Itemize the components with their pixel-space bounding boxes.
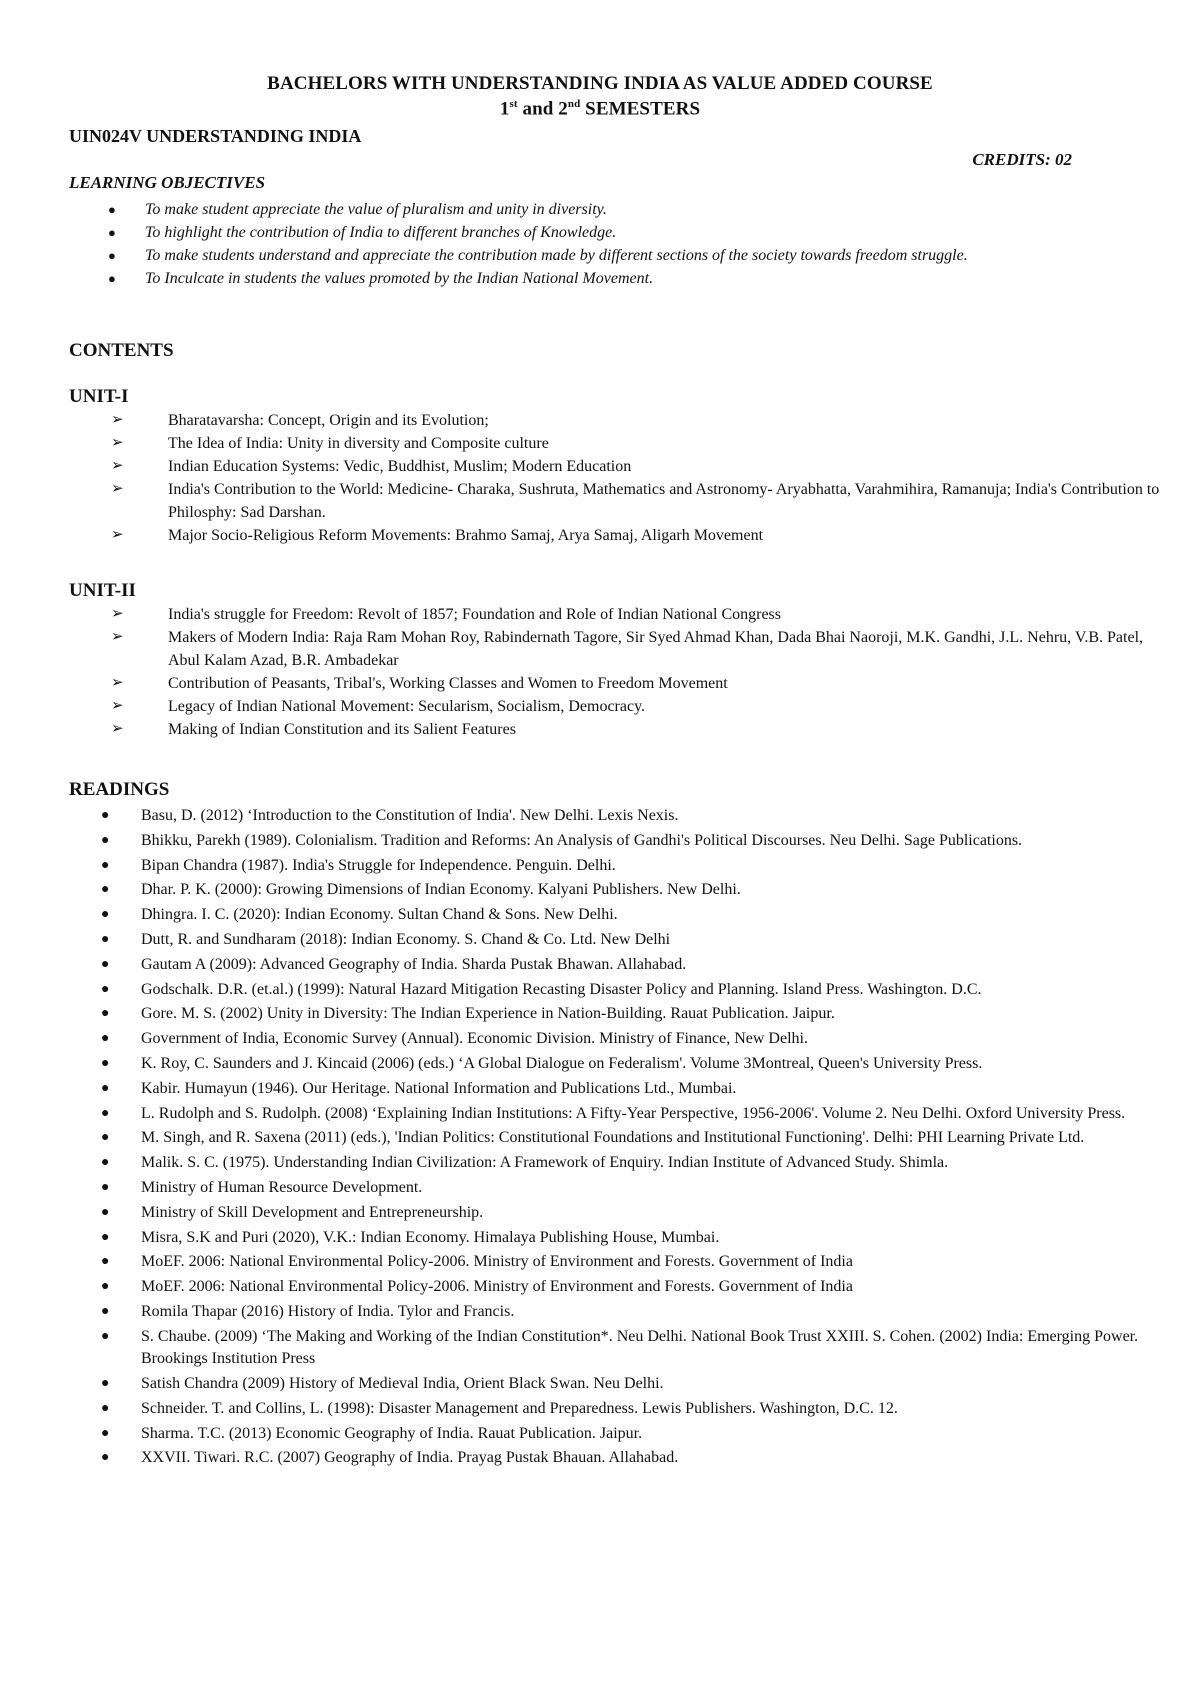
bullet-icon: ● — [101, 857, 110, 873]
list-item: ● Gautam A (2009): Advanced Geography of India. Sharda Pustak Bhawan. Allahabad. — [0, 954, 1170, 977]
list-item: ➢ Makers of Modern India: Raja Ram Mohan Roy, Rabindernath Tagore, Sir Syed Ahmad Khan, Dada Bhai Naoroji, M.K. Gandhi, J.L. Nehru, V.B. Patel, Abul Kalam Azad, B.R. Ambadekar — [0, 626, 1160, 672]
list-item: ● Sharma. T.C. (2013) Economic Geography of India. Rauat Publication. Jaipur. — [0, 1423, 1170, 1446]
bullet-icon: ● — [101, 931, 110, 947]
bullet-icon: ● — [101, 1328, 110, 1344]
bullet-icon: ● — [108, 202, 116, 217]
list-item: ➢ Legacy of Indian National Movement: Secularism, Socialism, Democracy. — [0, 695, 1160, 718]
list-item: ● To Inculcate in students the values promoted by the Indian National Movement. — [0, 267, 1150, 290]
bullet-icon: ● — [101, 956, 110, 972]
bullet-icon: ● — [101, 1450, 110, 1466]
list-item: ➢ Indian Education Systems: Vedic, Buddhist, Muslim; Modern Education — [0, 455, 1160, 478]
document-title: BACHELORS WITH UNDERSTANDING INDIA AS VALUE ADDED COURSE — [267, 73, 933, 94]
arrow-bullet-icon: ➢ — [111, 527, 124, 543]
arrow-bullet-icon: ➢ — [111, 606, 124, 622]
bullet-icon: ● — [108, 225, 116, 240]
list-item: ➢ Contribution of Peasants, Tribal's, Working Classes and Women to Freedom Movement — [0, 672, 1160, 695]
list-item: ● MoEF. 2006: National Environmental Policy-2006. Ministry of Environment and Forests. Government of India — [0, 1276, 1170, 1299]
list-item: ● Bhikku, Parekh (1989). Colonialism. Tradition and Reforms: An Analysis of Gandhi's Political Discourses. Neu Delhi. Sage Publications. — [0, 830, 1170, 853]
list-item: ● To highlight the contribution of India to different branches of Knowledge. — [0, 221, 1150, 244]
list-item: ● Kabir. Humayun (1946). Our Heritage. National Information and Publications Ltd., Mumbai. — [0, 1078, 1170, 1101]
arrow-bullet-icon: ➢ — [111, 675, 124, 691]
semester-line: 1st and 2nd SEMESTERS — [499, 98, 701, 120]
list-item: ● Godschalk. D.R. (et.al.) (1999): Natural Hazard Mitigation Recasting Disaster Policy and Planning. Island Press. Washington. D.C. — [0, 979, 1170, 1002]
list-item: ● To make students understand and appreciate the contribution made by different sections of the society towards freedom struggle. — [0, 244, 1150, 267]
list-item: ● Dutt, R. and Sundharam (2018): Indian Economy. S. Chand & Co. Ltd. New Delhi — [0, 929, 1170, 952]
list-item: ➢ Making of Indian Constitution and its Salient Features — [0, 718, 1160, 741]
arrow-bullet-icon: ➢ — [111, 721, 124, 737]
list-item: ● To make student appreciate the value of pluralism and unity in diversity. — [0, 198, 1150, 221]
list-item: ● M. Singh, and R. Saxena (2011) (eds.), 'Indian Politics: Constitutional Foundations and Institutional Functioning'. Delhi: PHI Learning Private Ltd. — [0, 1127, 1170, 1150]
bullet-icon: ● — [101, 1376, 110, 1392]
list-item: ● Ministry of Skill Development and Entrepreneurship. — [0, 1202, 1170, 1225]
list-item: ● Satish Chandra (2009) History of Medieval India, Orient Black Swan. Neu Delhi. — [0, 1373, 1170, 1396]
bullet-icon: ● — [101, 1229, 110, 1245]
bullet-icon: ● — [101, 1279, 110, 1295]
bullet-icon: ● — [108, 248, 116, 263]
course-code: UIN024V UNDERSTANDING INDIA — [69, 126, 362, 146]
list-item: ➢ India's struggle for Freedom: Revolt of 1857; Foundation and Role of Indian National Congress — [0, 603, 1160, 626]
bullet-icon: ● — [101, 981, 110, 997]
list-item: ● Romila Thapar (2016) History of India. Tylor and Francis. — [0, 1301, 1170, 1324]
list-item: ● Gore. M. S. (2002) Unity in Diversity: The Indian Experience in Nation-Building. Rauat Publication. Jaipur. — [0, 1003, 1170, 1026]
arrow-bullet-icon: ➢ — [111, 698, 124, 714]
list-item: ● Ministry of Human Resource Development. — [0, 1177, 1170, 1200]
bullet-icon: ● — [101, 832, 110, 848]
bullet-icon: ● — [101, 1031, 110, 1047]
arrow-bullet-icon: ➢ — [111, 629, 124, 645]
credits: CREDITS: 02 — [972, 150, 1072, 169]
bullet-icon: ● — [101, 1130, 110, 1146]
list-item: ● S. Chaube. (2009) ‘The Making and Working of the Indian Constitution*. Neu Delhi. National Book Trust XXIII. S. Cohen. (2002) India: Emerging Power. Brookings Institution Press — [101, 1327, 1139, 1368]
learning-objectives-list — [0, 198, 1150, 290]
bullet-icon: ● — [101, 1179, 110, 1195]
bullet-icon: ● — [101, 1080, 110, 1096]
arrow-bullet-icon: ➢ — [111, 412, 124, 428]
bullet-icon: ● — [101, 907, 110, 923]
bullet-icon: ● — [101, 1425, 110, 1441]
bullet-icon: ● — [101, 1204, 110, 1220]
bullet-icon: ● — [101, 1254, 110, 1270]
arrow-bullet-icon: ➢ — [111, 458, 124, 474]
bullet-icon: ● — [101, 808, 110, 823]
bullet-icon: ● — [101, 882, 110, 898]
list-item: ● Dhingra. I. C. (2020): Indian Economy. Sultan Chand & Sons. New Delhi. — [0, 904, 1170, 927]
bullet-icon: ● — [101, 1400, 110, 1416]
learning-objectives-heading: LEARNING OBJECTIVES — [69, 173, 266, 192]
bullet-icon: ● — [101, 1006, 110, 1022]
contents-heading: CONTENTS — [69, 340, 174, 361]
list-item: ➢ Bharatavarsha: Concept, Origin and its Evolution; — [0, 409, 1160, 432]
arrow-bullet-icon: ➢ — [111, 481, 124, 497]
readings-heading: READINGS — [69, 779, 170, 800]
list-item: ● Government of India, Economic Survey (Annual). Economic Division. Ministry of Finance, New Delhi. — [0, 1028, 1170, 1051]
list-item: ● XXVII. Tiwari. R.C. (2007) Geography of India. Prayag Pustak Bhauan. Allahabad. — [0, 1447, 1170, 1470]
list-item: ● MoEF. 2006: National Environmental Policy-2006. Ministry of Environment and Forests. Government of India — [0, 1251, 1170, 1274]
unit-1-list — [0, 409, 1160, 547]
bullet-icon: ● — [101, 1303, 110, 1319]
list-item: ● Misra, S.K and Puri (2020), V.K.: Indian Economy. Himalaya Publishing House, Mumbai. — [0, 1227, 1170, 1250]
list-item: ● Schneider. T. and Collins, L. (1998): Disaster Management and Preparedness. Lewis Publishers. Washington, D.C. 12. — [0, 1398, 1170, 1421]
list-item: ➢ Major Socio-Religious Reform Movements: Brahmo Samaj, Arya Samaj, Aligarh Movement — [0, 524, 1160, 547]
unit-1-heading: UNIT-I — [69, 386, 129, 407]
list-item: ● Dhar. P. K. (2000): Growing Dimensions of Indian Economy. Kalyani Publishers. New Delhi. — [0, 879, 1170, 902]
bullet-icon: ● — [101, 1105, 110, 1121]
bullet-icon: ● — [101, 1055, 110, 1071]
list-item: ➢ The Idea of India: Unity in diversity and Composite culture — [0, 432, 1160, 455]
arrow-bullet-icon: ➢ — [111, 435, 124, 451]
list-item: ● L. Rudolph and S. Rudolph. (2008) ‘Explaining Indian Institutions: A Fifty-Year Perspective, 1956-2006'. Volume 2. Neu Delhi. Oxford University Press. — [0, 1103, 1170, 1126]
list-item: ● Basu, D. (2012) ‘Introduction to the Constitution of India'. New Delhi. Lexis Nexis. — [0, 805, 1170, 828]
unit-2-heading: UNIT-II — [69, 580, 136, 601]
list-item: ● K. Roy, C. Saunders and J. Kincaid (2006) (eds.) ‘A Global Dialogue on Federalism'. Volume 3Montreal, Queen's University Press. — [0, 1053, 1170, 1076]
unit-2-list — [0, 603, 1160, 741]
bullet-icon: ● — [108, 271, 116, 286]
readings-list — [0, 805, 1170, 1472]
list-item: ● Malik. S. C. (1975). Understanding Indian Civilization: A Framework of Enquiry. Indian Institute of Advanced Study. Shimla. — [0, 1152, 1170, 1175]
list-item: ➢ India's Contribution to the World: Medicine- Charaka, Sushruta, Mathematics and Astronomy- Aryabhatta, Varahmihira, Ramanuja; India's Contribution to Philosphy: Sad Darshan. — [0, 478, 1160, 524]
bullet-icon: ● — [101, 1155, 110, 1171]
list-item: ● Bipan Chandra (1987). India's Struggle for Independence. Penguin. Delhi. — [0, 855, 1170, 878]
